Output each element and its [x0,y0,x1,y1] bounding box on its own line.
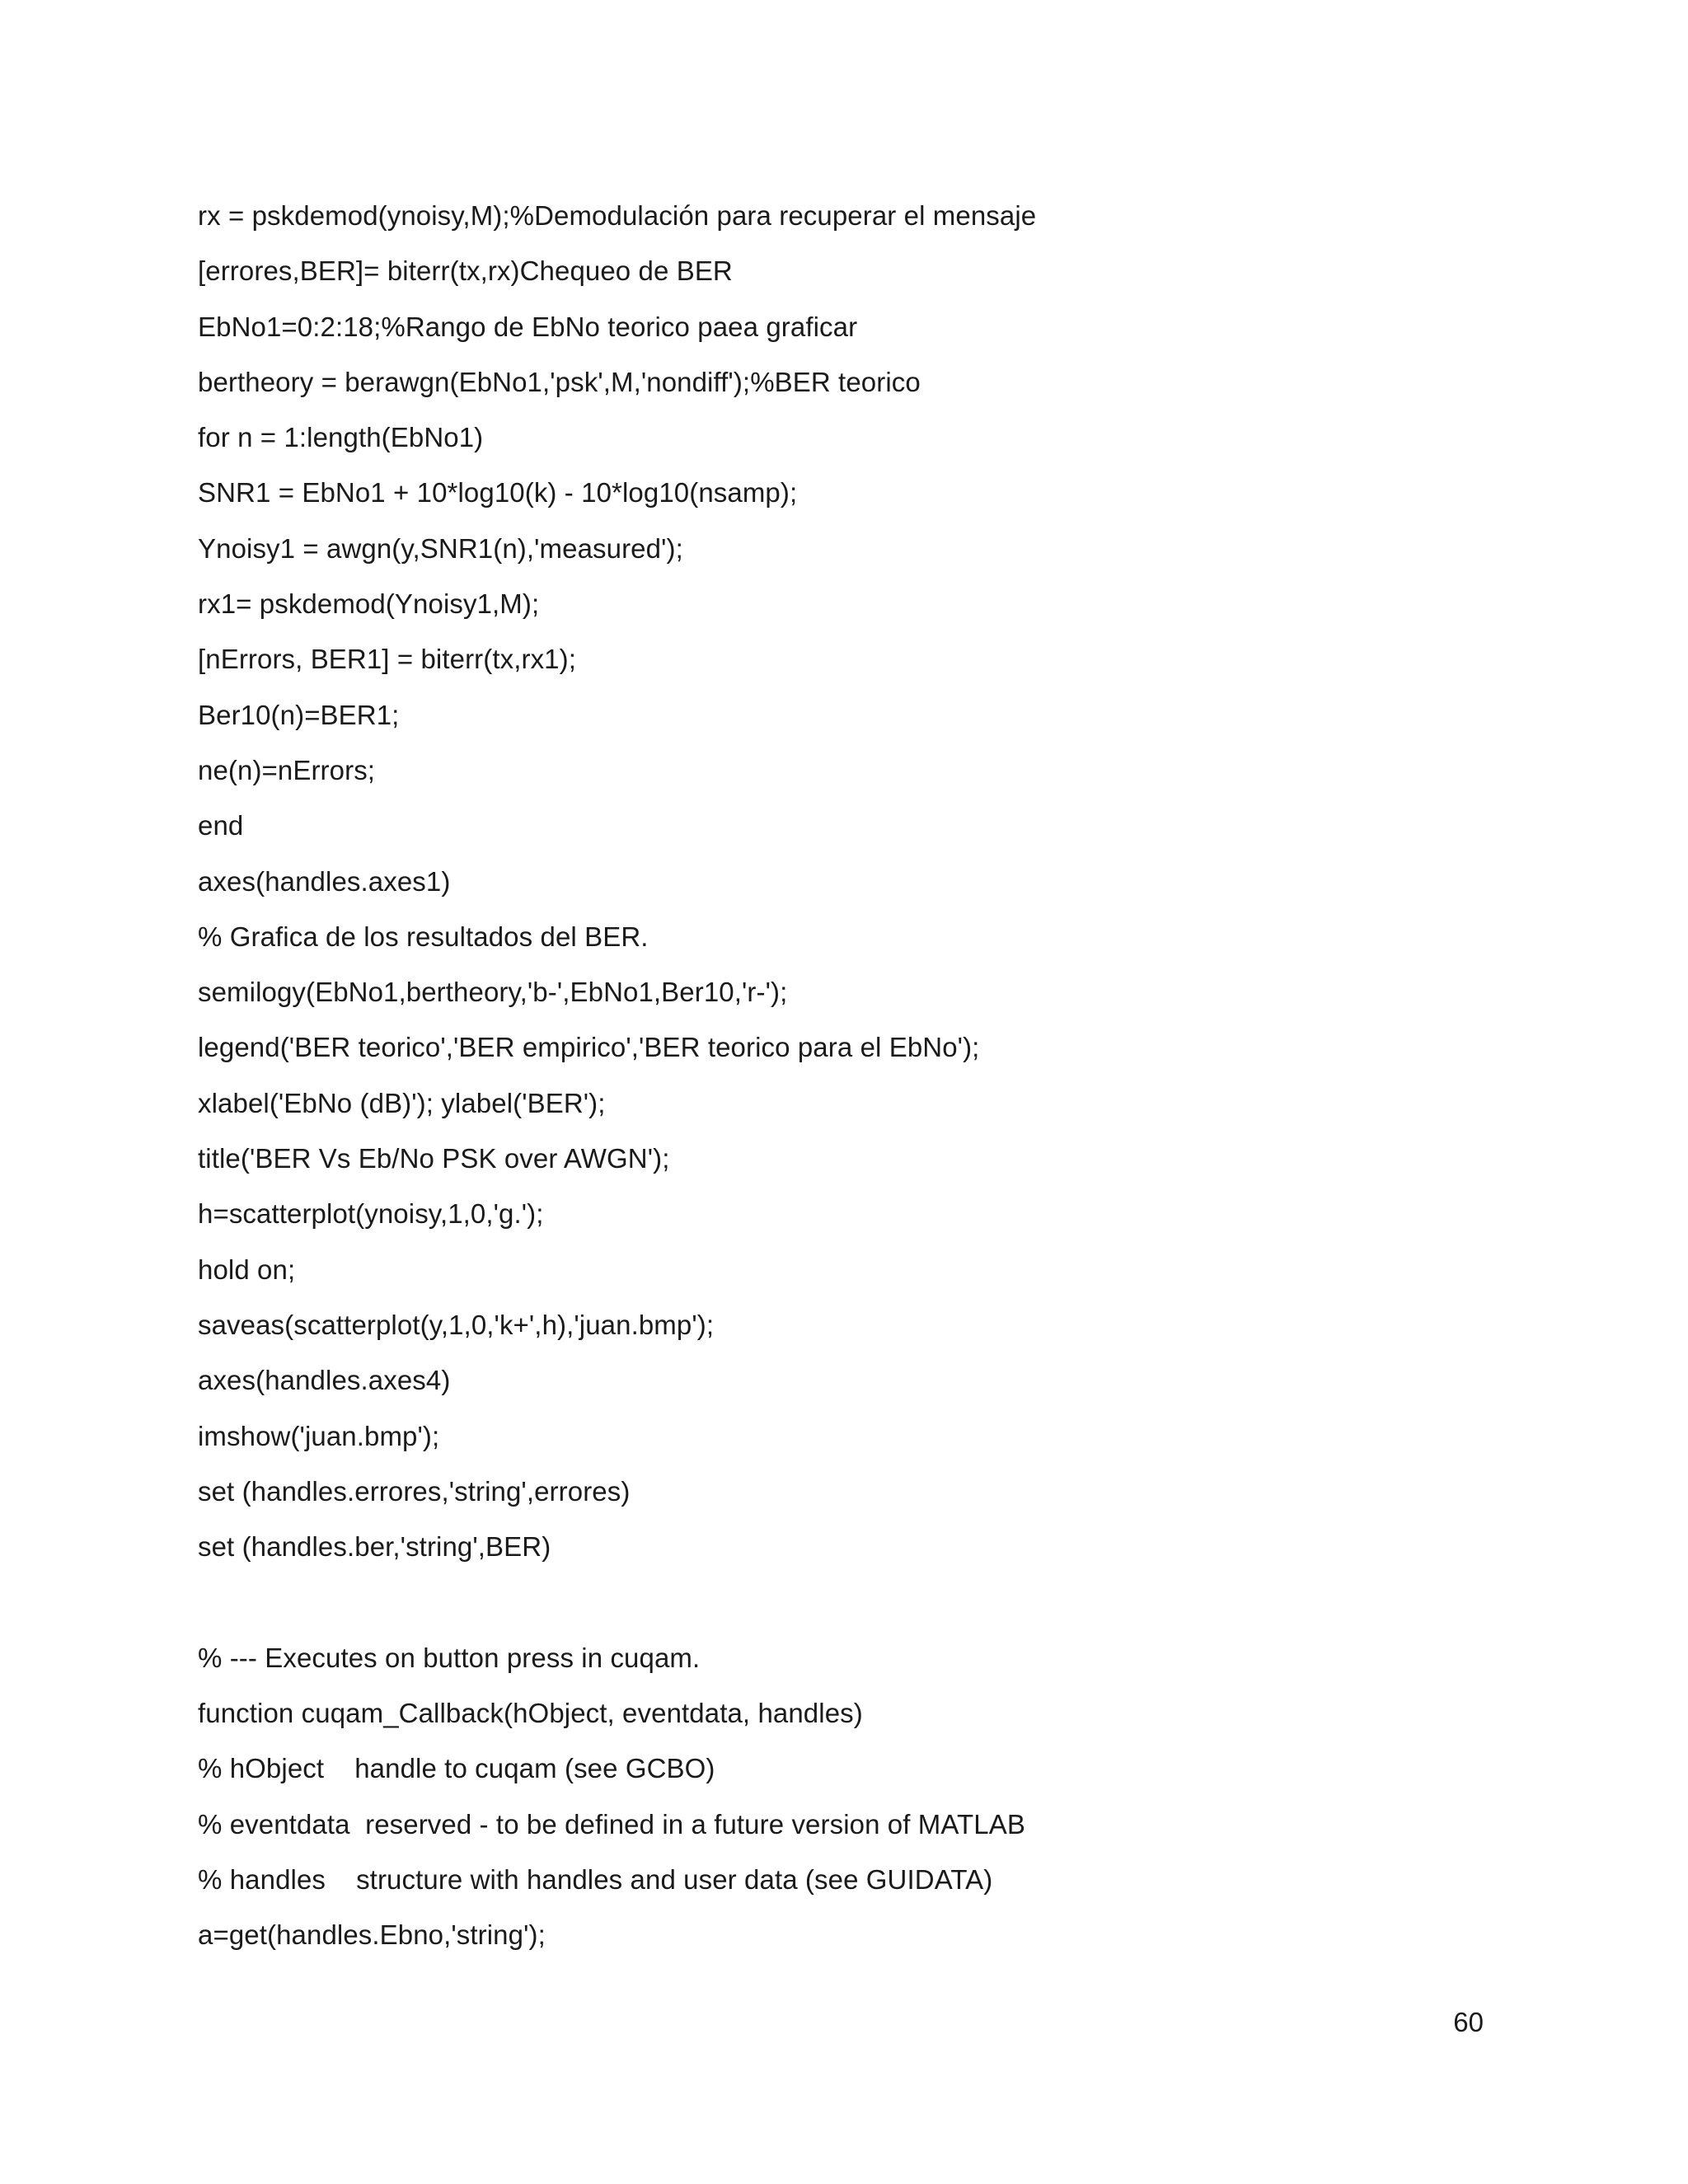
code-line-15: semilogy(EbNo1,bertheory,'b-',EbNo1,Ber10,'r-'); [198,977,788,1008]
code-line-16: legend('BER teorico','BER empirico','BER teorico para el EbNo'); [198,1032,980,1063]
code-line-11: ne(n)=nErrors; [198,754,376,785]
code-line-12: end [198,810,244,841]
code-line-32: a=get(handles.Ebno,'string'); [198,1919,546,1951]
code-line-9: [nErrors, BER1] = biterr(tx,rx1); [198,644,576,675]
code-line-27: % --- Executes on button press in cuqam. [198,1642,701,1673]
code-line-7: Ynoisy1 = awgn(y,SNR1(n),'measured'); [198,532,683,564]
code-line-blank [198,1582,1517,1638]
code-line-10: Ber10(n)=BER1; [198,699,400,730]
code-line-28: function cuqam_Callback(hObject, eventdata, handles) [198,1698,863,1729]
code-line-22: axes(handles.axes4) [198,1365,451,1396]
code-line-18: title('BER Vs Eb/No PSK over AWGN'); [198,1143,670,1174]
code-line-23: imshow('juan.bmp'); [198,1420,440,1451]
code-line-4: bertheory = berawgn(EbNo1,'psk',M,'nondiff');%BER teorico [198,366,921,397]
code-line-13: axes(handles.axes1) [198,865,451,897]
code-line-19: h=scatterplot(ynoisy,1,0,'g.'); [198,1198,544,1230]
code-line-2: [errores,BER]= biterr(tx,rx)Chequeo de BER [198,255,733,287]
code-line-14: % Grafica de los resultados del BER. [198,921,649,952]
code-line-17: xlabel('EbNo (dB)'); ylabel('BER'); [198,1087,606,1118]
code-line-20: hold on; [198,1254,296,1285]
code-line-3: EbNo1=0:2:18;%Rango de EbNo teorico paea graficar [198,311,858,342]
code-line-21: saveas(scatterplot(y,1,0,'k+',h),'juan.bmp'); [198,1309,715,1340]
code-line-1: rx = pskdemod(ynoisy,M);%Demodulación para recuperar el mensaje [198,200,1037,231]
code-line-25: set (handles.ber,'string',BER) [198,1531,551,1563]
code-line-24: set (handles.errores,'string',errores) [198,1475,631,1507]
code-line-30: % eventdata reserved - to be defined in a future version of MATLAB [198,1808,1025,1840]
code-line-8: rx1= pskdemod(Ynoisy1,M); [198,588,540,620]
code-line-6: SNR1 = EbNo1 + 10*log10(k) - 10*log10(nsamp); [198,477,798,509]
page-number: 60 [1453,2007,1484,2037]
code-line-29: % hObject handle to cuqam (see GCBO) [198,1753,715,1784]
code-listing [198,196,1517,1971]
code-line-5: for n = 1:length(EbNo1) [198,422,484,453]
code-line-31: % handles structure with handles and user data (see GUIDATA) [198,1863,993,1895]
